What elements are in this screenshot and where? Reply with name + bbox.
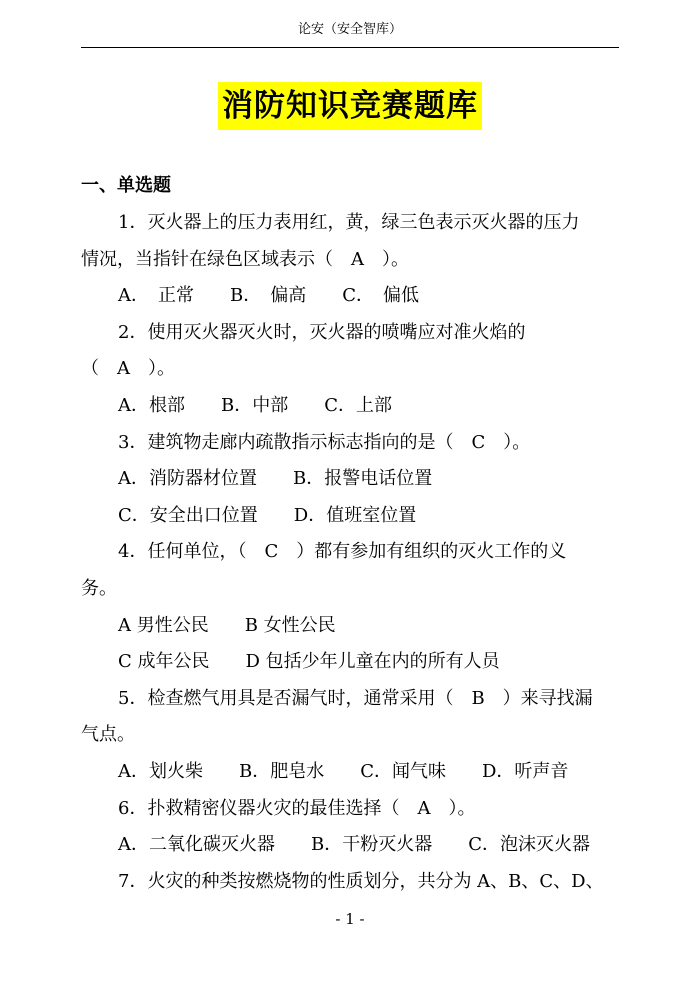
section-heading: 一、单选题 [81,175,171,196]
text-line: 6．扑救精密仪器火灾的最佳选择（ A ）。 [118,797,476,819]
text-line: 务。 [81,577,117,599]
text-line: 5．检查燃气用具是否漏气时，通常采用（ B ）来寻找漏 [118,687,593,709]
text-line: 4．任何单位，（ C ）都有参加有组织的灭火工作的义 [118,541,567,563]
text-line: 1．灭火器上的压力表用红，黄，绿三色表示灭火器的压力 [118,212,580,233]
text-line: A．二氧化碳灭火器 B．干粉灭火器 C．泡沫灭火器 [118,834,590,856]
text-line: （ A ）。 [81,358,175,380]
text-line: 气点。 [81,724,135,746]
text-line: 2．使用灭火器灭火时，灭火器的喷嘴应对准火焰的 [118,321,526,343]
text-line: 3．建筑物走廊内疏散指示标志指向的是（ C ）。 [118,431,531,453]
page-number: - 1 - [335,910,365,928]
header-rule [81,47,619,48]
text-line: A．划火柴 B．肥皂水 C．闻气味 D．听声音 [118,760,569,782]
text-line: A．根部 B．中部 C．上部 [118,394,392,416]
text-line: 7．火灾的种类按燃烧物的性质划分，共分为 A、B、C、D、 [118,870,604,892]
text-line: A． 正常 B． 偏高 C． 偏低 [118,285,419,307]
text-line: 情况，当指针在绿色区域表示（ A ）。 [81,248,409,270]
text-line: A．消防器材位置 B．报警电话位置 [118,468,433,490]
text-line: C．安全出口位置 D．值班室位置 [118,504,417,526]
document-title-block [0,82,700,130]
document-title: 消防知识竞赛题库 [218,82,482,130]
text-line: A 男性公民 B 女性公民 [118,614,336,636]
question-list [81,205,621,900]
page-header: 论安（安全智库） [297,22,402,37]
text-line: C 成年公民 D 包括少年儿童在内的所有人员 [118,651,500,673]
